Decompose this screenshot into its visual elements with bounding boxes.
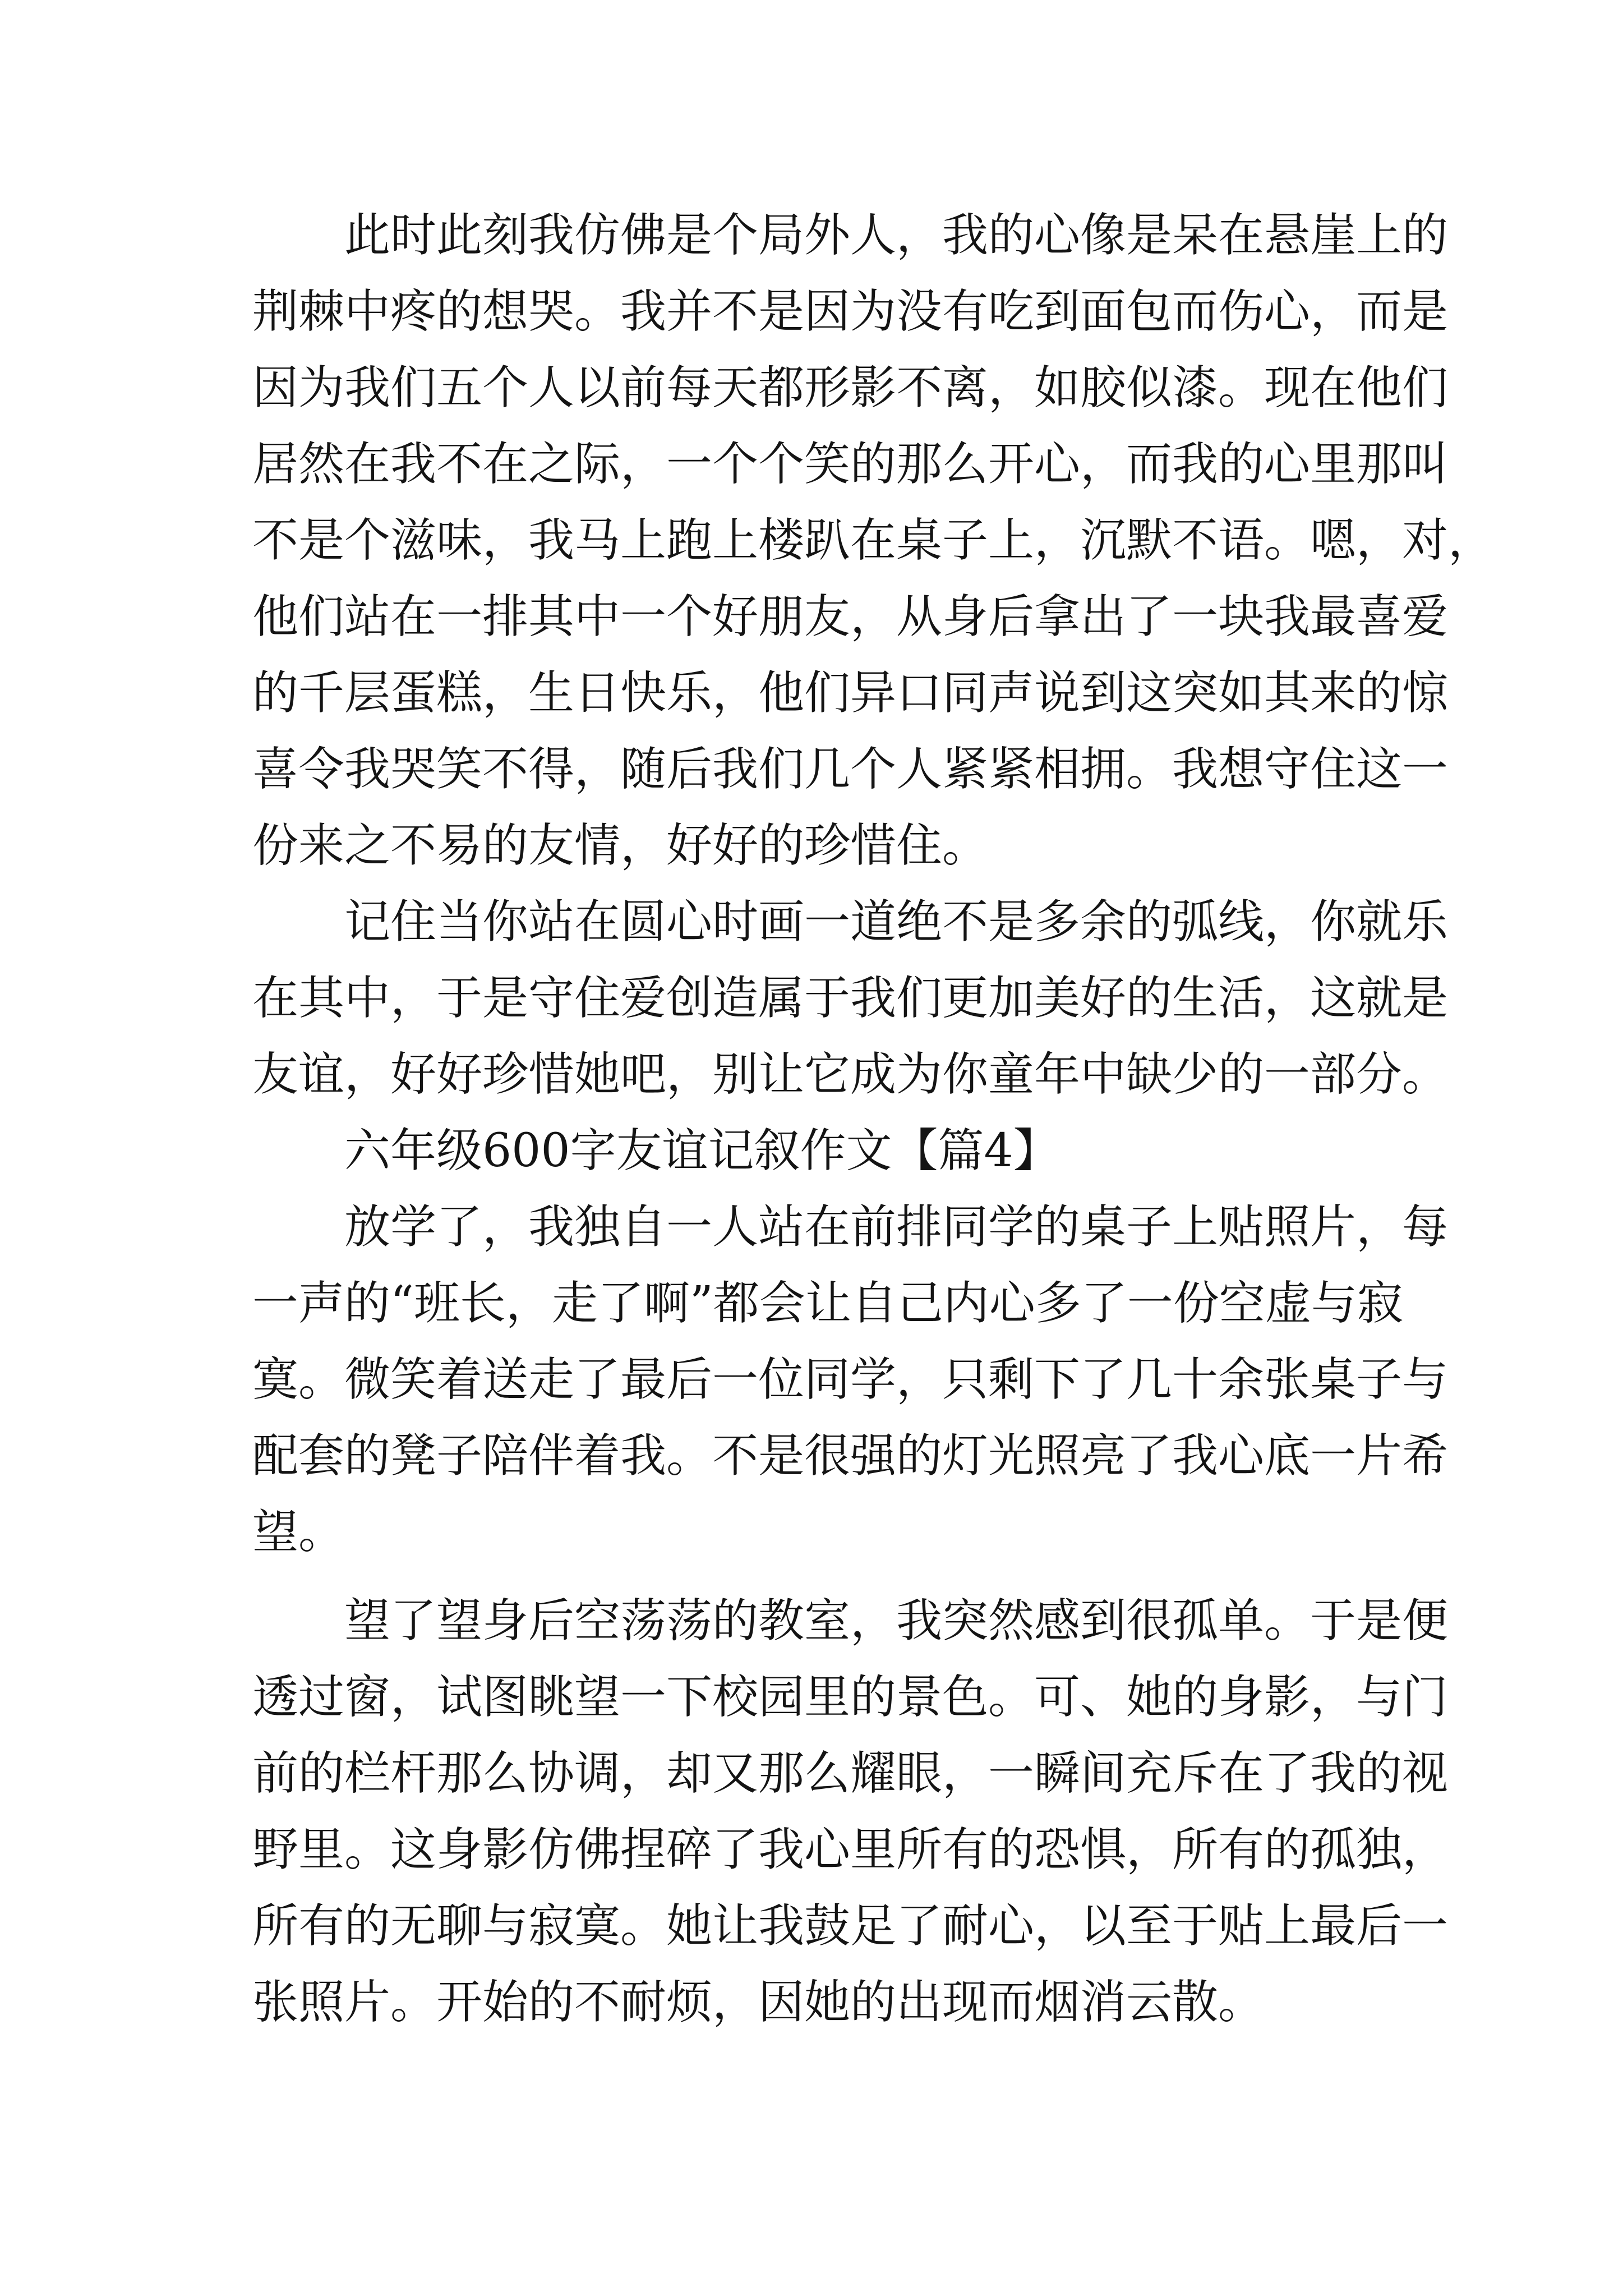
paragraph-line: 居然在我不在之际，一个个笑的那么开心，而我的心里那叫: [252, 438, 1449, 491]
paragraph-line: 透过窗，试图眺望一下校园里的景色。可、她的身影，与门: [252, 1671, 1449, 1724]
paragraph-line: 前的栏杆那么协调，却又那么耀眼，一瞬间充斥在了我的视: [252, 1747, 1449, 1800]
paragraph-line: 望了望身后空荡荡的教室，我突然感到很孤单。于是便: [344, 1594, 1449, 1648]
paragraph-line: 一声的“班长，走了啊”都会让自己内心多了一份空虚与寂: [252, 1277, 1403, 1330]
paragraph-line: 因为我们五个人以前每天都形影不离，如胶似漆。现在他们: [252, 361, 1449, 415]
paragraph-line: 寞。微笑着送走了最后一位同学，只剩下了几十余张桌子与: [252, 1353, 1449, 1406]
paragraph-line: 友谊，好好珍惜她吧，别让它成为你童年中缺少的一部分。: [252, 1048, 1449, 1101]
paragraph-line: 记住当你站在圆心时画一道绝不是多余的弧线，你就乐: [344, 895, 1449, 949]
paragraph-line: 配套的凳子陪伴着我。不是很强的灯光照亮了我心底一片希: [252, 1429, 1449, 1483]
paragraph-line: 望。: [252, 1506, 345, 1559]
paragraph-line: 的千层蛋糕，生日快乐，他们异口同声说到这突如其来的惊: [252, 666, 1449, 720]
paragraph-line: 放学了，我独自一人站在前排同学的桌子上贴照片，每: [344, 1200, 1449, 1254]
paragraph-line: 张照片。开始的不耐烦，因她的出现而烟消云散。: [252, 1976, 1265, 2029]
paragraph-line: 不是个滋味，我马上跑上楼趴在桌子上，沉默不语。嗯，对，: [252, 514, 1495, 567]
paragraph-line: 荆棘中疼的想哭。我并不是因为没有吃到面包而伤心，而是: [252, 285, 1449, 338]
paragraph-line: 在其中，于是守住爱创造属于我们更加美好的生活，这就是: [252, 972, 1449, 1025]
paragraph-line: 喜令我哭笑不得，随后我们几个人紧紧相拥。我想守住这一: [252, 743, 1449, 796]
paragraph-line: 野里。这身影仿佛捏碎了我心里所有的恐惧，所有的孤独，: [252, 1823, 1449, 1876]
paragraph-line: 他们站在一排其中一个好朋友，从身后拿出了一块我最喜爱: [252, 590, 1449, 643]
section-heading: 六年级600字友谊记叙作文【篇4】: [344, 1124, 1059, 1177]
paragraph-line: 此时此刻我仿佛是个局外人，我的心像是呆在悬崖上的: [344, 209, 1449, 262]
paragraph-line: 所有的无聊与寂寞。她让我鼓足了耐心，以至于贴上最后一: [252, 1899, 1449, 1953]
paragraph-line: 份来之不易的友情，好好的珍惜住。: [252, 819, 989, 872]
